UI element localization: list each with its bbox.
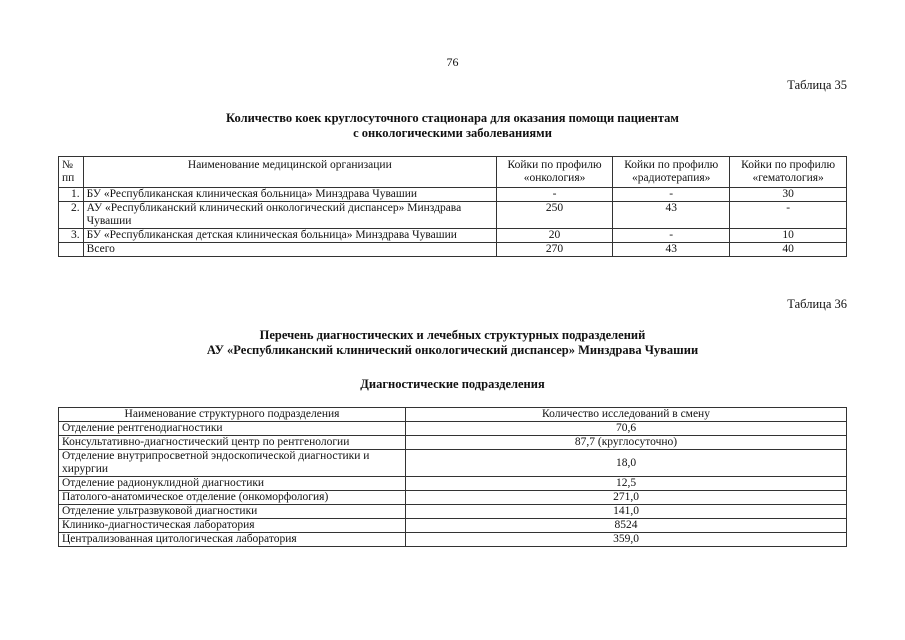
header-num: № пп	[59, 157, 84, 188]
table-35	[58, 156, 847, 257]
row-oncology: 20	[496, 229, 612, 243]
row-count: 12,5	[406, 477, 847, 491]
table-36	[58, 407, 847, 547]
row-num: 1.	[59, 188, 84, 202]
table-35-title-line1: Количество коек круглосуточного стационара для оказания помощи пациентам	[226, 111, 679, 125]
row-oncology: 270	[496, 243, 612, 257]
table-36-header-row	[59, 408, 847, 422]
row-unit-name: Централизованная цитологическая лаборатория	[59, 533, 406, 547]
row-oncology: -	[496, 188, 612, 202]
row-count: 359,0	[406, 533, 847, 547]
header-oncology: Койки по профилю «онкология»	[496, 157, 612, 188]
table-row	[59, 188, 847, 202]
header-unit-name: Наименование структурного подразделения	[59, 408, 406, 422]
table-row	[59, 505, 847, 519]
row-count: 271,0	[406, 491, 847, 505]
header-count: Количество исследований в смену	[406, 408, 847, 422]
row-radiotherapy: -	[613, 188, 730, 202]
table-row	[59, 533, 847, 547]
table-36-label: Таблица 36	[787, 297, 847, 311]
table-row	[59, 436, 847, 450]
row-count: 8524	[406, 519, 847, 533]
table-row	[59, 477, 847, 491]
row-oncology: 250	[496, 202, 612, 229]
row-unit-name: Консультативно-диагностический центр по рентгенологии	[59, 436, 406, 450]
row-radiotherapy: -	[613, 229, 730, 243]
row-hematology: 30	[730, 188, 847, 202]
row-unit-name: Клинико-диагностическая лаборатория	[59, 519, 406, 533]
table-row	[59, 519, 847, 533]
row-name: Всего	[83, 243, 496, 257]
header-name: Наименование медицинской организации	[83, 157, 496, 188]
table-35-header-row	[59, 157, 847, 188]
row-name: БУ «Республиканская детская клиническая больница» Минздрава Чувашии	[83, 229, 496, 243]
table-36-subtitle: Диагностические подразделения	[360, 377, 545, 391]
table-35-title	[0, 111, 905, 141]
table-row-total	[59, 243, 847, 257]
row-hematology: 10	[730, 229, 847, 243]
table-row	[59, 491, 847, 505]
header-radiotherapy: Койки по профилю «радиотерапия»	[613, 157, 730, 188]
table-row	[59, 450, 847, 477]
row-unit-name: Патолого-анатомическое отделение (онкоморфология)	[59, 491, 406, 505]
page-number: 76	[446, 55, 459, 69]
table-row	[59, 202, 847, 229]
row-name: АУ «Республиканский клинический онкологический диспансер» Минздрава Чувашии	[83, 202, 496, 229]
header-hematology: Койки по профилю «гематология»	[730, 157, 847, 188]
row-num	[59, 243, 84, 257]
row-count: 87,7 (круглосуточно)	[406, 436, 847, 450]
row-count: 141,0	[406, 505, 847, 519]
table-35-title-line2: с онкологическими заболеваниями	[353, 126, 552, 140]
row-hematology: 40	[730, 243, 847, 257]
table-36-title-line2: АУ «Республиканский клинический онкологический диспансер» Минздрава Чувашии	[206, 343, 699, 357]
row-count: 70,6	[406, 422, 847, 436]
table-row	[59, 422, 847, 436]
row-unit-name: Отделение рентгенодиагностики	[59, 422, 406, 436]
row-unit-name: Отделение ультразвуковой диагностики	[59, 505, 406, 519]
row-unit-name: Отделение радионуклидной диагностики	[59, 477, 406, 491]
row-num: 3.	[59, 229, 84, 243]
row-radiotherapy: 43	[613, 243, 730, 257]
row-radiotherapy: 43	[613, 202, 730, 229]
row-name: БУ «Республиканская клиническая больница» Минздрава Чувашии	[83, 188, 496, 202]
table-row	[59, 229, 847, 243]
table-36-title	[0, 328, 905, 358]
table-35-label: Таблица 35	[787, 78, 847, 92]
row-unit-name: Отделение внутрипросветной эндоскопической диагностики и хирургии	[59, 450, 406, 477]
row-count: 18,0	[406, 450, 847, 477]
row-hematology: -	[730, 202, 847, 229]
table-36-title-line1: Перечень диагностических и лечебных структурных подразделений	[259, 328, 646, 342]
row-num: 2.	[59, 202, 84, 229]
